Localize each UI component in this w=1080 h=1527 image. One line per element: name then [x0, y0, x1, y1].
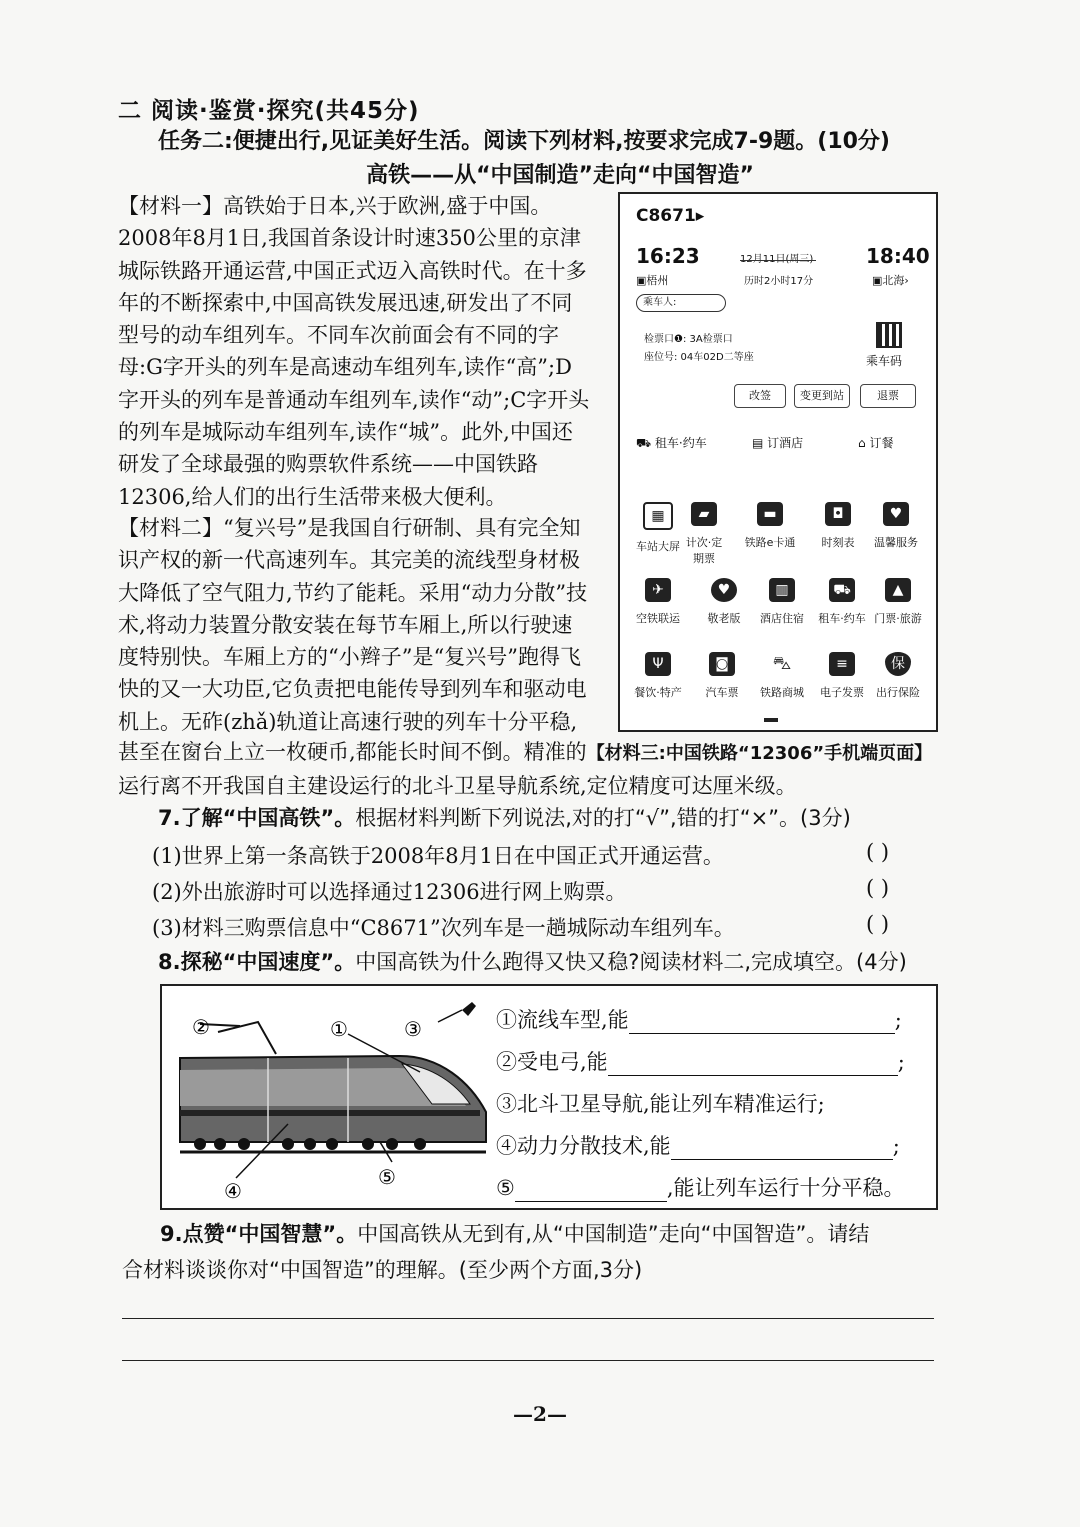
meal-link[interactable]: ⌂ 订餐 — [858, 436, 894, 450]
figure-label: ③ — [404, 1017, 422, 1041]
arrival-station[interactable]: ▣北海› — [872, 274, 909, 287]
article-subtitle: 高铁——从“中国制造”走向“中国智造” — [366, 163, 754, 188]
elder-mode-item[interactable]: ♥ 敬老版 — [692, 578, 756, 626]
seat-number: 座位号: 04车02D二等座 — [644, 352, 754, 363]
q7-title: 7.了解“中国高铁”。根据材料判断下列说法,对的打“√”,错的打“×”。(3分) — [158, 806, 851, 830]
answer-bracket[interactable]: ( ) — [866, 876, 890, 900]
material-two-line: 度特别快。车厢上方的“小辫子”是“复兴号”跑得飞 — [118, 645, 581, 670]
material-two-line: 大降低了空气阻力,节约了能耗。采用“动力分散”技 — [118, 580, 588, 605]
material-one-line: 【材料一】高铁始于日本,兴于欧洲,盛于中国。 — [118, 194, 552, 218]
material-two-line: 【材料二】“复兴号”是我国自行研制、具有完全知 — [118, 516, 581, 540]
station-screen-item[interactable]: ▦ 车站大屏 — [626, 502, 690, 554]
material-two-line: 识产权的新一代高速列车。其完美的流线型身材极 — [118, 548, 580, 573]
page-number: —2— — [513, 1402, 567, 1426]
tickets-travel-item[interactable]: ▲ 门票·旅游 — [866, 578, 930, 626]
answer-blank[interactable] — [629, 1011, 895, 1034]
answer-line[interactable] — [122, 1360, 934, 1361]
train-icon: ◘ — [825, 502, 851, 526]
fill-line-4: ④动力分散技术,能 ; — [496, 1134, 900, 1158]
hotel-link[interactable]: ▤ 订酒店 — [752, 436, 804, 450]
station-icon: ▣ — [636, 274, 647, 287]
material-one-line: 研发了全球最强的购票软件系统——中国铁路 — [118, 452, 538, 477]
warm-service-item[interactable]: ♥ 温馨服务 — [864, 502, 928, 550]
fill-line-1: ①流线车型,能 ; — [496, 1008, 902, 1032]
invoice-icon: ≡ — [829, 652, 855, 676]
q7-statement: (3)材料三购票信息中“C8671”次列车是一趟城际动车组列车。 — [152, 916, 735, 940]
car-icon: ⛟ — [829, 578, 855, 602]
car-rental-link[interactable]: ⛟ 租车·约车 — [636, 436, 707, 450]
timetable-item[interactable]: ◘ 时刻表 — [806, 502, 870, 550]
q9-title: 9.点赞“中国智慧”。中国高铁从无到有,从“中国制造”走向“中国智造”。请结 — [160, 1222, 870, 1246]
bus-icon: ◙ — [709, 652, 735, 676]
cart-icon: ⛍ — [769, 652, 795, 676]
hotel-item[interactable]: ▥ 酒店住宿 — [750, 578, 814, 626]
figure-label: ① — [330, 1017, 348, 1041]
arrival-time: 18:40 — [866, 244, 930, 268]
travel-duration: 历时2小时17分 — [744, 276, 814, 287]
period-ticket-item[interactable]: ▰ 计次·定期票 — [684, 502, 724, 566]
answer-blank[interactable] — [608, 1053, 898, 1076]
hotel-icon: ▤ — [752, 436, 768, 450]
heart-box-icon: ♥ — [883, 502, 909, 526]
heart-icon: ♥ — [711, 578, 737, 602]
calendar-icon: ▦ — [643, 502, 673, 530]
q7-statement: (2)外出旅游时可以选择通过12306进行网上购票。 — [152, 880, 627, 904]
material-one-line: 型号的动车组列车。不同车次前面会有不同的字 — [118, 323, 559, 348]
passenger-field[interactable]: 乘车人: — [636, 294, 726, 312]
answer-bracket[interactable]: ( ) — [866, 912, 890, 936]
train-diagram — [170, 992, 490, 1202]
departure-station: ▣梧州 — [636, 274, 669, 287]
answer-line[interactable] — [122, 1318, 934, 1319]
ticket-gate: 检票口❶: 3A检票口 — [644, 334, 733, 345]
answer-bracket[interactable]: ( ) — [866, 840, 890, 864]
fill-line-5: ⑤ ,能让列车运行十分平稳。 — [496, 1176, 905, 1200]
q8-figure-box — [160, 984, 938, 1210]
train-number[interactable]: C8671▸ — [636, 206, 705, 226]
material-two-line: 术,将动力装置分散安装在每节车厢上,所以行驶速 — [118, 612, 573, 637]
material-one-line: 字开头的列车是普通动车组列车,读作“动”;C字开头 — [118, 387, 590, 412]
figure-label: ② — [192, 1015, 210, 1039]
q8-title: 8.探秘“中国速度”。中国高铁为什么跑得又快又稳?阅读材料二,完成填空。(4分) — [158, 950, 907, 974]
material-two — [118, 512, 610, 738]
fork-knife-icon: Ψ — [645, 652, 671, 676]
station-icon: ▣ — [872, 274, 883, 287]
bus-ticket-item[interactable]: ◙ 汽车票 — [690, 652, 754, 700]
mountain-icon: ▲ — [885, 578, 911, 602]
material-two-tail-line: 甚至在窗台上立一枚硬币,都能长时间不倒。精准的 — [118, 740, 587, 764]
ticket-icon: ▰ — [691, 502, 717, 526]
q7-statement: (1)世界上第一条高铁于2008年8月1日在中国正式开通运营。 — [152, 844, 724, 868]
shield-icon: 保 — [885, 652, 911, 676]
section-title: 二 阅读·鉴赏·探究(共45分) — [118, 98, 420, 124]
material-one — [118, 190, 610, 513]
change-ticket-button[interactable]: 改签 — [734, 384, 786, 408]
material-one-line: 城际铁路开通运营,中国正式迈入高铁时代。在十多 — [118, 258, 587, 283]
answer-blank[interactable] — [515, 1179, 667, 1202]
building-icon: ▥ — [769, 578, 795, 602]
fill-line-3: ③北斗卫星导航,能让列车精准运行; — [496, 1092, 825, 1116]
fill-line-2: ②受电弓,能 ; — [496, 1050, 905, 1074]
refund-button[interactable]: 退票 — [860, 384, 916, 408]
material-two-tail-line: 运行离不开我国自主建设运行的北斗卫星导航系统,定位精度可达厘米级。 — [118, 774, 797, 799]
change-station-button[interactable]: 变更到站 — [794, 384, 850, 408]
material-one-line: 2008年8月1日,我国首条设计时速350公里的京津 — [118, 226, 581, 251]
qr-code-icon[interactable] — [876, 322, 902, 348]
answer-blank[interactable] — [671, 1137, 893, 1160]
figure-label: ⑤ — [378, 1165, 396, 1189]
plane-icon: ✈ — [645, 578, 671, 602]
material-one-line: 年的不断探索中,中国高铁发展迅速,研发出了不同 — [118, 290, 573, 315]
material-two-line: 快的又一大功臣,它负责把电能传导到列车和驱动电 — [118, 677, 587, 702]
material-two-tail — [118, 736, 938, 803]
card-icon: ▬ — [757, 502, 783, 526]
material-one-line: 12306,给人们的出行生活带来极大便利。 — [118, 484, 507, 509]
ride-code-label: 乘车码 — [866, 354, 903, 368]
task-title: 任务二:便捷出行,见证美好生活。阅读下列材料,按要求完成7-9题。(10分) — [158, 129, 890, 154]
page-indicator — [764, 718, 778, 722]
e-card-item[interactable]: ▬ 铁路e卡通 — [738, 502, 802, 550]
departure-time: 16:23 — [636, 244, 700, 268]
air-rail-item[interactable]: ✈ 空铁联运 — [626, 578, 690, 626]
material-one-line: 母:G字开头的列车是高速动车组列车,读作“高”;D — [118, 355, 572, 380]
car-rental-item[interactable]: ⛟ 租车·约车 — [810, 578, 874, 626]
figure-label: ④ — [224, 1179, 242, 1202]
travel-insurance-item[interactable]: 保 出行保险 — [866, 652, 930, 700]
q9-title-line2: 合材料谈谈你对“中国智造”的理解。(至少两个方面,3分) — [122, 1258, 643, 1282]
e-invoice-item[interactable]: ≡ 电子发票 — [810, 652, 874, 700]
route-arrow — [740, 260, 816, 261]
travel-date: 12月11日(周三) — [740, 254, 814, 265]
food-item[interactable]: Ψ 餐饮·特产 — [626, 652, 690, 700]
material-three-caption: 【材料三:中国铁路“12306”手机端页面】 — [586, 743, 933, 764]
rail-mall-item[interactable]: ⛍ 铁路商城 — [760, 653, 804, 699]
phone-screenshot — [618, 192, 938, 732]
material-one-line: 的列车是城际动车组列车,读作“城”。此外,中国还 — [118, 420, 573, 445]
meal-icon: ⌂ — [858, 436, 870, 450]
material-two-line: 机上。无砟(zhǎ)轨道让高速行驶的列车十分平稳, — [118, 709, 578, 734]
car-icon: ⛟ — [636, 436, 655, 450]
